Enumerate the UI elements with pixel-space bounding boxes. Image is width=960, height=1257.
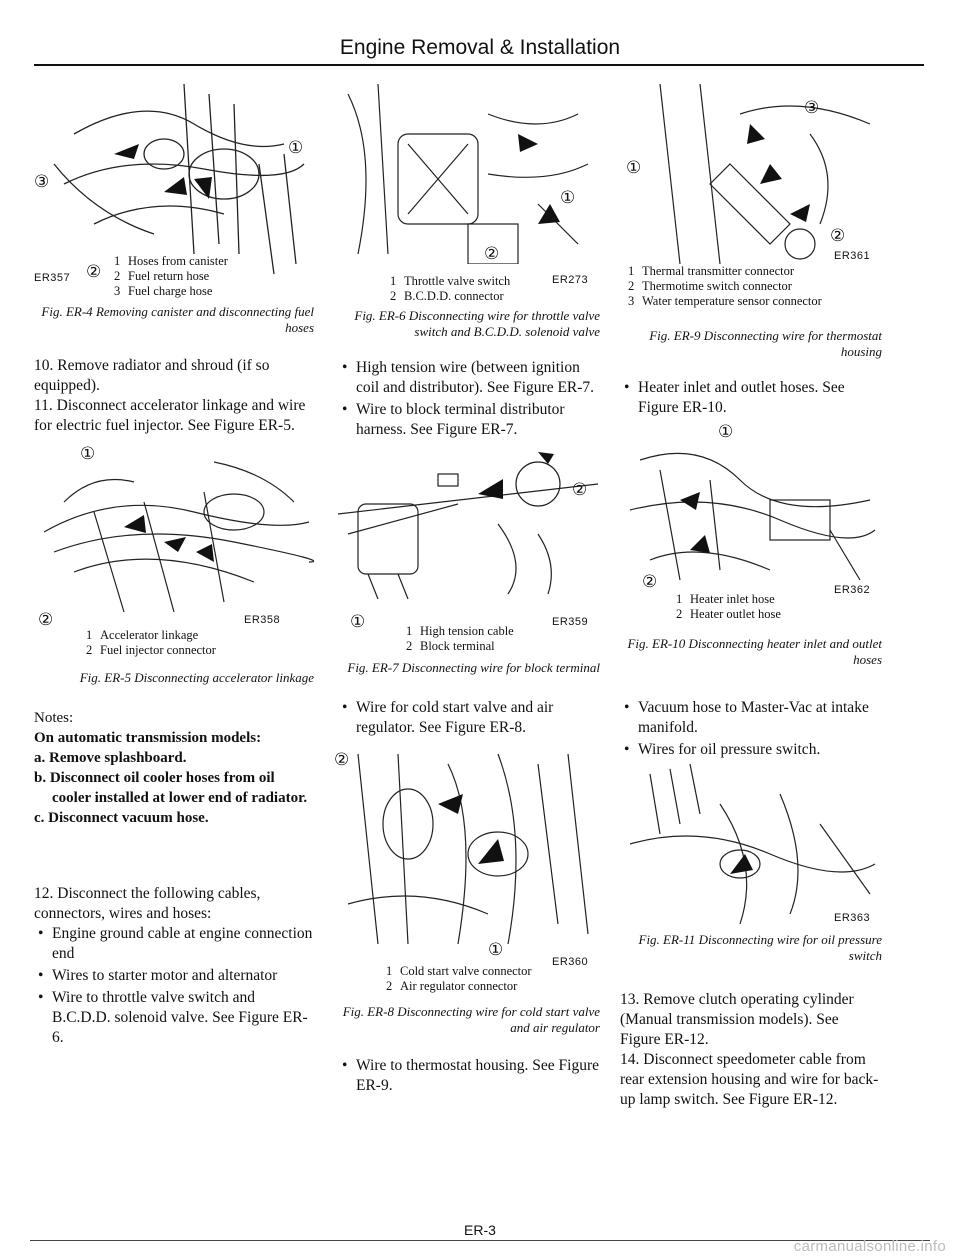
figure-code: ER359	[552, 616, 589, 628]
figure-caption	[338, 308, 600, 340]
figure-caption	[620, 636, 882, 668]
figure-er9-legend	[628, 264, 822, 309]
notes	[34, 708, 314, 828]
figure-caption	[620, 932, 882, 964]
note-b: b. Disconnect oil cooler hoses from oil cooler installed at lower end of radiator.	[34, 770, 308, 806]
figure-er6	[338, 74, 600, 302]
legend-item: 3 Water temperature sensor connector	[628, 294, 822, 308]
list-item: • Wire to throttle valve switch and B.C.D.D. solenoid valve. See Figure ER-6.	[34, 988, 314, 1048]
callout-1: ①	[626, 158, 642, 177]
wire-list-3	[338, 1056, 600, 1096]
callout-2: ②	[642, 572, 658, 591]
figure-code: ER358	[244, 614, 281, 626]
figure-title: Disconnecting wire for cold start valve and air regulator	[397, 1004, 600, 1035]
callout-1: ①	[350, 612, 366, 631]
legend-item: 2 Block terminal	[406, 639, 495, 653]
figure-number: Fig. ER-5	[79, 670, 131, 685]
hose-list-2	[620, 698, 882, 760]
callout-2: ②	[86, 262, 102, 281]
figure-er11-drawing	[620, 764, 882, 924]
list-item: • Wire to block terminal distributor harness. See Figure ER-7.	[338, 400, 600, 440]
column-3	[620, 74, 882, 1110]
figure-er10-legend	[676, 592, 781, 622]
notes-title: Notes:	[34, 710, 74, 726]
cable-list	[34, 924, 314, 1048]
figure-code: ER273	[552, 274, 589, 286]
figure-er5-drawing	[34, 442, 314, 617]
notes-subtitle: On automatic transmission models:	[34, 730, 262, 746]
legend-item: 2 Thermotime switch connector	[628, 279, 792, 293]
figure-code: ER362	[834, 584, 871, 596]
step-10: 10. Remove radiator and shroud (if so equipped).	[34, 357, 270, 394]
figure-er8-drawing	[338, 744, 600, 954]
figure-caption	[620, 328, 882, 360]
figure-caption	[34, 304, 314, 336]
legend-item: 1 Accelerator linkage	[86, 628, 199, 642]
callout-1: ①	[80, 444, 96, 463]
figure-er7-legend	[406, 624, 514, 654]
page-number: ER-3	[464, 1222, 496, 1238]
figure-code: ER361	[834, 250, 871, 262]
figure-er7	[338, 444, 600, 654]
legend-item: 2 Heater outlet hose	[676, 607, 781, 621]
callout-3: ③	[804, 98, 820, 117]
list-item: • Wires for oil pressure switch.	[620, 740, 882, 760]
figure-number: Fig. ER-9	[649, 328, 701, 343]
legend-item: 2 Air regulator connector	[386, 979, 518, 993]
figure-er6-legend	[390, 274, 510, 304]
figure-er5	[34, 442, 314, 662]
list-item: • Wires to starter motor and alternator	[34, 966, 314, 986]
list-item: • Engine ground cable at engine connection end	[34, 924, 314, 964]
figure-er8-legend	[386, 964, 532, 994]
figure-er5-legend	[86, 628, 216, 658]
figure-number: Fig. ER-11	[638, 932, 696, 947]
step-11: 11. Disconnect accelerator linkage and wire for electric fuel injector. See Figure ER-5.	[34, 397, 306, 434]
callout-1: ①	[560, 188, 576, 207]
figure-title: Disconnecting wire for block terminal	[401, 660, 600, 675]
legend-item: 1 Throttle valve switch	[390, 274, 511, 288]
list-item: • High tension wire (between ignition coil and distributor). See Figure ER-7.	[338, 358, 600, 398]
legend-item: 1 Cold start valve connector	[386, 964, 532, 978]
list-item: • Heater inlet and outlet hoses. See Figure ER-10.	[620, 378, 882, 418]
note-c: c. Disconnect vacuum hose.	[34, 810, 209, 826]
figure-er10	[620, 420, 882, 630]
figure-title: Disconnecting accelerator linkage	[134, 670, 314, 685]
callout-3: ③	[34, 172, 50, 191]
figure-caption	[34, 670, 314, 686]
list-item: • Vacuum hose to Master-Vac at intake manifold.	[620, 698, 882, 738]
legend-item: 3 Fuel charge hose	[114, 284, 213, 298]
figure-number: Fig. ER-4	[41, 304, 93, 319]
figure-number: Fig. ER-8	[342, 1004, 394, 1019]
figure-er6-drawing	[338, 74, 600, 264]
column-1	[34, 74, 314, 1050]
legend-item: 1 High tension cable	[406, 624, 514, 638]
legend-item: 2 B.C.D.D. connector	[390, 289, 504, 303]
figure-title: Disconnecting wire for throttle valve switch and B.C.D.D. solenoid valve	[408, 308, 600, 339]
callout-2: ②	[484, 244, 500, 263]
figure-number: Fig. ER-10	[627, 636, 686, 651]
step-13: 13. Remove clutch operating cylinder (Manual transmission models). See Figure ER-12.	[620, 991, 854, 1048]
note-a: a. Remove splashboard.	[34, 750, 187, 766]
watermark: carmanualsonline.info	[793, 1238, 946, 1255]
wire-list-1	[338, 358, 600, 440]
figure-code: ER360	[552, 956, 589, 968]
wire-list-2	[338, 698, 600, 738]
hose-list-1	[620, 378, 882, 418]
figure-title: Disconnecting wire for oil pressure switch	[698, 932, 882, 963]
legend-item: 2 Fuel return hose	[114, 269, 210, 283]
callout-2: ②	[334, 750, 350, 769]
figure-title: Disconnecting heater inlet and outlet hoses	[688, 636, 882, 667]
figure-caption	[338, 1004, 600, 1036]
figure-er10-drawing	[620, 420, 882, 590]
legend-item: 2 Fuel injector connector	[86, 643, 216, 657]
callout-1: ①	[288, 138, 304, 157]
figure-number: Fig. ER-6	[354, 308, 406, 323]
figure-er4-legend	[114, 254, 228, 299]
figure-er7-drawing	[338, 444, 600, 604]
header-rule	[34, 64, 924, 66]
legend-item: 1 Thermal transmitter connector	[628, 264, 795, 278]
callout-1: ①	[488, 940, 504, 959]
figure-title: Removing canister and disconnecting fuel hoses	[95, 304, 314, 335]
legend-item: 1 Hoses from canister	[114, 254, 228, 268]
callout-2: ②	[38, 610, 54, 629]
figure-code: ER363	[834, 912, 871, 924]
step-12: 12. Disconnect the following cables, connectors, wires and hoses:	[34, 885, 261, 922]
callout-1: ①	[718, 422, 734, 441]
column-2	[334, 74, 600, 1098]
step-14: 14. Disconnect speedometer cable from rear extension housing and wire for back-up lamp switch. See Figure ER-12.	[620, 1051, 879, 1108]
figure-er4	[34, 74, 314, 296]
callout-2: ②	[572, 480, 588, 499]
figure-er9	[620, 74, 882, 318]
list-item: • Wire for cold start valve and air regulator. See Figure ER-8.	[338, 698, 600, 738]
figure-er8	[334, 744, 600, 994]
legend-item: 1 Heater inlet hose	[676, 592, 775, 606]
page-header: Engine Removal & Installation	[339, 36, 621, 59]
figure-er11	[620, 764, 882, 932]
figure-caption	[338, 660, 600, 676]
callout-2: ②	[830, 226, 846, 245]
list-item: • Wire to thermostat housing. See Figure ER-9.	[338, 1056, 600, 1096]
figure-title: Disconnecting wire for thermostat housing	[703, 328, 882, 359]
figure-number: Fig. ER-7	[347, 660, 399, 675]
figure-code: ER357	[34, 272, 71, 284]
